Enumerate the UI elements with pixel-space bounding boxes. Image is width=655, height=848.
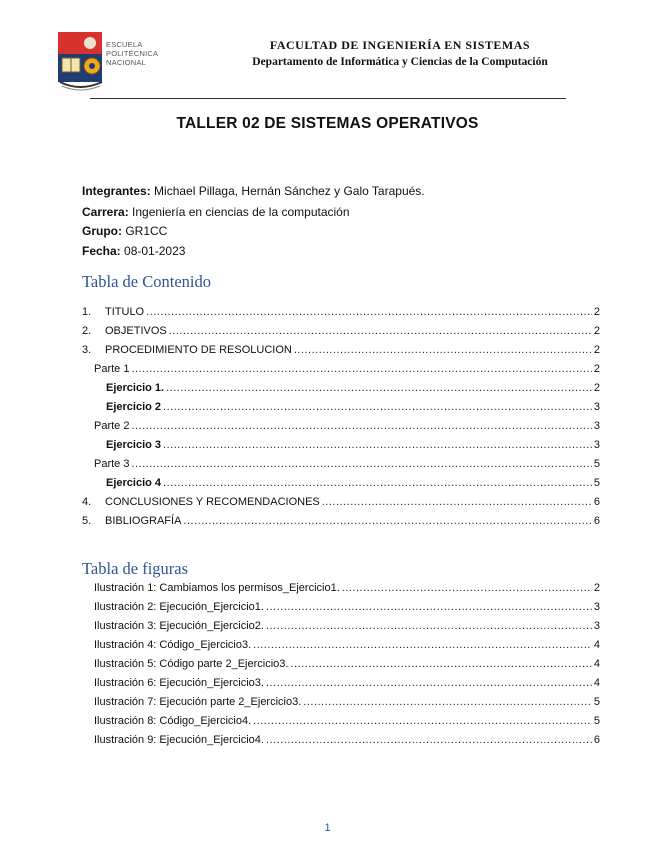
- toc-text: CONCLUSIONES Y RECOMENDACIONES: [105, 496, 320, 508]
- toc-entry[interactable]: [94, 420, 600, 432]
- toc-page: 5: [593, 477, 600, 489]
- toc-text: Parte 1: [94, 363, 130, 375]
- page-number: 1: [324, 822, 331, 834]
- figure-text: Ilustración 5: Código parte 2_Ejercicio3.: [94, 658, 289, 670]
- figure-leader: [290, 658, 591, 670]
- toc-entry[interactable]: [82, 344, 600, 356]
- meta-members: [82, 184, 425, 198]
- toc-page: 2: [593, 306, 600, 318]
- figure-leader: [266, 620, 592, 632]
- figure-leader: [266, 677, 592, 689]
- figure-page: 3: [593, 601, 600, 613]
- figure-entry[interactable]: [94, 715, 600, 727]
- meta-value: 08-01-2023: [124, 244, 186, 258]
- toc-leader: [163, 439, 592, 451]
- figure-text: Ilustración 6: Ejecución_Ejercicio3.: [94, 677, 264, 689]
- logo-line: ESCUELA: [106, 40, 143, 49]
- figure-entry[interactable]: [94, 582, 600, 594]
- toc-page: 3: [593, 420, 600, 432]
- figure-entry[interactable]: [94, 639, 600, 651]
- toc-page: 3: [593, 401, 600, 413]
- document-title: TALLER 02 DE SISTEMAS OPERATIVOS: [176, 115, 479, 132]
- toc-leader: [146, 306, 592, 318]
- department-name: Departamento de Informática y Ciencias de la Computación: [252, 56, 548, 68]
- meta-career: [82, 205, 350, 219]
- meta-value: Ingeniería en ciencias de la computación: [132, 205, 350, 219]
- figure-leader: [266, 601, 592, 613]
- figure-entry[interactable]: [94, 658, 600, 670]
- toc-entry[interactable]: [106, 382, 600, 394]
- meta-label: Fecha:: [82, 244, 121, 258]
- figure-text: Ilustración 4: Código_Ejercicio3.: [94, 639, 252, 651]
- toc-text: Parte 3: [94, 458, 130, 470]
- figures-heading: Tabla de figuras: [82, 559, 189, 578]
- toc-page: 6: [593, 496, 600, 508]
- header-divider: [90, 98, 566, 99]
- toc-entry[interactable]: [82, 306, 600, 318]
- toc-leader: [322, 496, 592, 508]
- figure-page: 5: [593, 715, 600, 727]
- toc-leader: [169, 325, 592, 337]
- toc-leader: [131, 458, 591, 470]
- logo-line: NACIONAL: [106, 58, 146, 67]
- toc-number: 5.: [82, 515, 92, 527]
- figure-entry[interactable]: [94, 677, 600, 689]
- toc-entry[interactable]: [82, 515, 600, 527]
- toc-text: Ejercicio 4: [106, 477, 162, 489]
- toc-number: 4.: [82, 496, 92, 508]
- figure-page: 4: [593, 639, 600, 651]
- toc-text: TITULO: [105, 306, 145, 318]
- toc-page: 2: [593, 363, 600, 375]
- figure-page: 6: [593, 734, 600, 746]
- institution-logo: [56, 30, 168, 92]
- figure-text: Ilustración 9: Ejecución_Ejercicio4.: [94, 734, 264, 746]
- meta-label: Carrera:: [82, 205, 129, 219]
- meta-date: [82, 244, 185, 258]
- toc-page: 2: [593, 344, 600, 356]
- toc-page: 2: [593, 325, 600, 337]
- toc-text: OBJETIVOS: [105, 325, 167, 337]
- toc-text: Ejercicio 2: [106, 401, 162, 413]
- logo-text: [106, 40, 158, 67]
- toc-number: 2.: [82, 325, 92, 337]
- toc-page: 2: [593, 382, 600, 394]
- figure-page: 3: [593, 620, 600, 632]
- figure-text: Ilustración 7: Ejecución parte 2_Ejercicio3.: [94, 696, 302, 708]
- toc-leader: [163, 477, 592, 489]
- figure-page: 4: [593, 658, 600, 670]
- figure-entry[interactable]: [94, 696, 600, 708]
- toc-entry[interactable]: [106, 401, 600, 413]
- toc-number: 3.: [82, 344, 92, 356]
- toc-text: Ejercicio 1.: [106, 382, 165, 394]
- figure-entry[interactable]: [94, 620, 600, 632]
- toc-leader: [183, 515, 591, 527]
- toc-text: BIBLIOGRAFÍA: [105, 515, 182, 527]
- toc-leader: [131, 363, 591, 375]
- toc-page: 6: [593, 515, 600, 527]
- figure-entry[interactable]: [94, 734, 600, 746]
- toc-entry[interactable]: [94, 458, 600, 470]
- toc-entry[interactable]: [106, 439, 600, 451]
- toc-heading: Tabla de Contenido: [82, 272, 211, 291]
- figure-page: 4: [593, 677, 600, 689]
- figure-leader: [253, 639, 592, 651]
- figure-text: Ilustración 1: Cambiamos los permisos_Ejercicio1.: [94, 582, 340, 594]
- toc-leader: [294, 344, 592, 356]
- toc-entry[interactable]: [82, 496, 600, 508]
- meta-value: GR1CC: [125, 224, 168, 238]
- logo-line: POLITÉCNICA: [106, 49, 159, 58]
- toc-text: Ejercicio 3: [106, 439, 162, 451]
- meta-label: Integrantes:: [82, 184, 151, 198]
- toc-number: 1.: [82, 306, 92, 318]
- meta-label: Grupo:: [82, 224, 122, 238]
- toc-text: PROCEDIMIENTO DE RESOLUCION: [105, 344, 292, 356]
- figure-entry[interactable]: [94, 601, 600, 613]
- logo-emblem-icon: [56, 30, 106, 92]
- toc-leader: [166, 382, 592, 394]
- figure-text: Ilustración 8: Código_Ejercicio4.: [94, 715, 252, 727]
- toc-text: Parte 2: [94, 420, 130, 432]
- toc-leader: [131, 420, 591, 432]
- toc-entry[interactable]: [106, 477, 600, 489]
- toc-entry[interactable]: [94, 363, 600, 375]
- figure-leader: [342, 582, 592, 594]
- figure-leader: [266, 734, 592, 746]
- toc-page: 3: [593, 439, 600, 451]
- figure-text: Ilustración 3: Ejecución_Ejercicio2.: [94, 620, 264, 632]
- toc-leader: [163, 401, 592, 413]
- faculty-name: FACULTAD DE INGENIERÍA EN SISTEMAS: [269, 38, 531, 52]
- meta-value: Michael Pillaga, Hernán Sánchez y Galo Tarapués.: [154, 184, 425, 198]
- toc-entry[interactable]: [82, 325, 600, 337]
- figure-page: 5: [593, 696, 600, 708]
- figure-page: 2: [593, 582, 600, 594]
- figure-text: Ilustración 2: Ejecución_Ejercicio1.: [94, 601, 264, 613]
- toc-page: 5: [593, 458, 600, 470]
- figure-leader: [253, 715, 592, 727]
- figure-leader: [303, 696, 592, 708]
- meta-group: [82, 224, 167, 238]
